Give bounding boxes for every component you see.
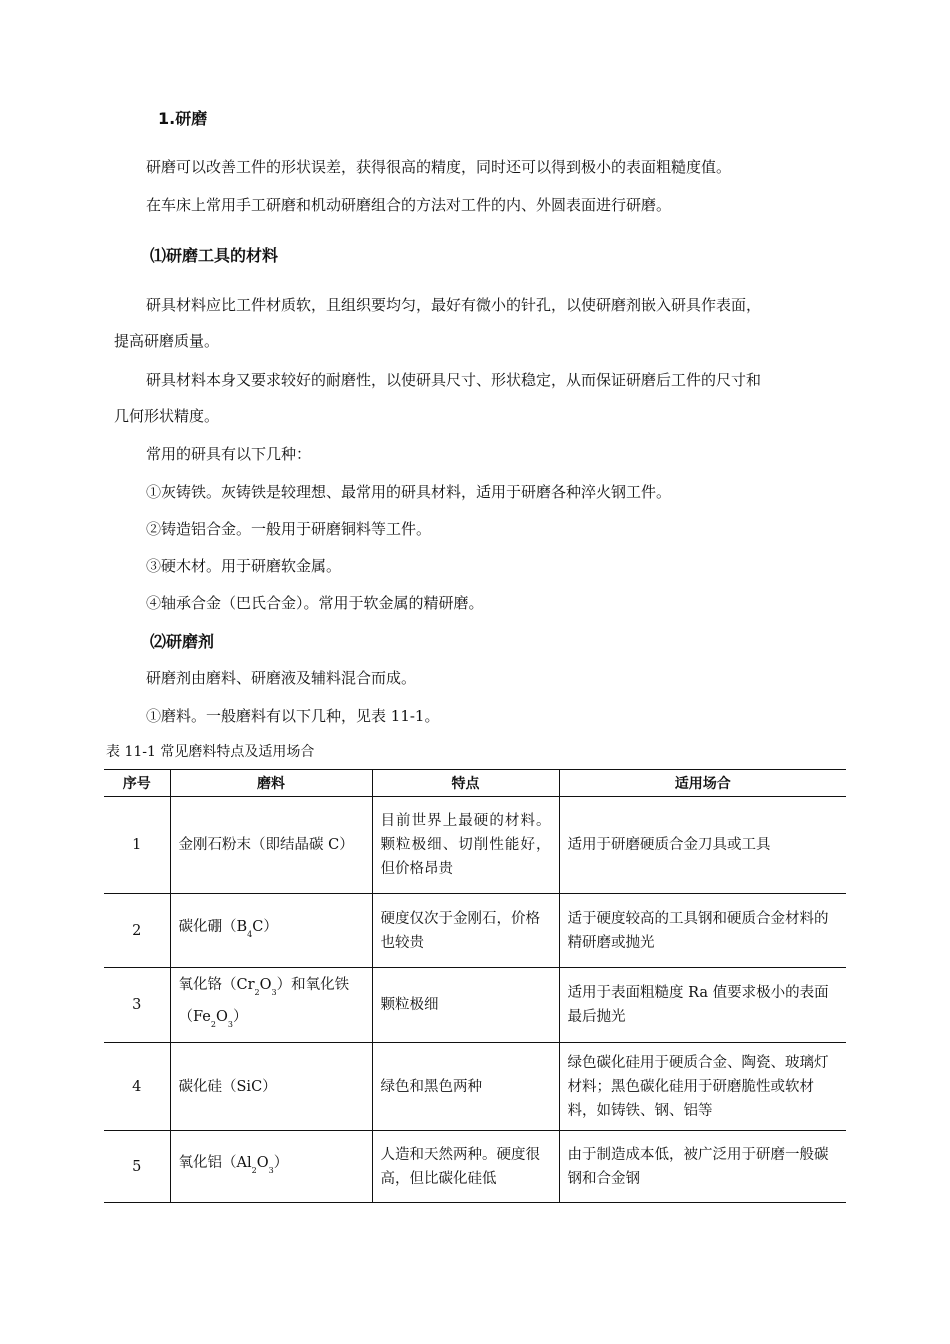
header-feature: 特点	[372, 770, 559, 797]
subscript: 3	[227, 1020, 233, 1029]
cell-use: 适于硬度较高的工具钢和硬质合金材料的精研磨或抛光	[559, 894, 846, 968]
subscript: 3	[271, 988, 277, 997]
list-item-tool-4: ④轴承合金（巴氏合金）。常用于软金属的精研磨。	[146, 594, 484, 612]
heading-tool-material: ⑴研磨工具的材料	[150, 246, 279, 265]
table-row	[104, 894, 846, 968]
cell-material: 碳化硅（SiC）	[170, 1043, 372, 1131]
paragraph-agent-2: ①磨料。一般磨料有以下几种，见表 11-1。	[146, 707, 440, 725]
paragraph-tool-1-line-1: 研具材料应比工件材质软，且组织要均匀，最好有微小的针孔，以使研磨剂嵌入研具作表面，	[146, 296, 762, 314]
subscript: 4	[247, 929, 253, 939]
cell-use: 适用于研磨硬质合金刀具或工具	[559, 797, 846, 894]
cell-no: 3	[104, 968, 170, 1043]
table-row	[104, 1043, 846, 1131]
list-item-tool-1: ①灰铸铁。灰铸铁是较理想、最常用的研具材料，适用于研磨各种淬火钢工件。	[146, 483, 672, 501]
cell-material: 氧化铝$(Al_2O_3)$	[170, 1131, 372, 1203]
cell-material: 碳化硼$(B_4C)$	[170, 894, 372, 968]
cell-no: 4	[104, 1043, 170, 1131]
cell-no: 1	[104, 797, 170, 894]
header-use: 适用场合	[559, 770, 846, 797]
cell-use: 适用于表面粗糙度 Ra 值要求极小的表面最后抛光	[559, 968, 846, 1043]
paragraph-tool-1-line-2: 提高研磨质量。	[114, 332, 220, 350]
cell-no: 5	[104, 1131, 170, 1203]
subscript: 2	[254, 988, 260, 997]
heading-grinding-agent: ⑵研磨剂	[150, 632, 215, 651]
table-row	[104, 1131, 846, 1203]
paragraph-tool-3: 常用的研具有以下几种：	[146, 445, 312, 463]
subscript: 3	[268, 1165, 274, 1175]
cell-feature: 硬度仅次于金刚石，价格也较贵	[372, 894, 559, 968]
list-item-tool-3: ③硬木材。用于研磨软金属。	[146, 557, 342, 575]
header-material: 磨料	[170, 770, 372, 797]
cell-no: 2	[104, 894, 170, 968]
subscript: 2	[251, 1165, 257, 1175]
paragraph-tool-2-line-1: 研具材料本身又要求较好的耐磨性，以使研具尺寸、形状稳定，从而保证研磨后工件的尺寸和	[146, 371, 762, 389]
table-row	[104, 797, 846, 894]
cell-use: 由于制造成本低，被广泛用于研磨一般碳钢和合金钢	[559, 1131, 846, 1203]
cell-feature: 人造和天然两种。硬度很高，但比碳化硅低	[372, 1131, 559, 1203]
cell-feature: 颗粒极细	[372, 968, 559, 1043]
heading-grinding: 1.研磨	[158, 109, 208, 128]
subscript: 2	[210, 1020, 216, 1029]
table-row	[104, 968, 846, 1043]
cell-material: 氧化铬$(Cr_2O_3)$和氧化铁$(Fe_2O_3)$	[170, 968, 372, 1043]
cell-feature: 目前世界上最硬的材料。颗粒极细、切削性能好，但价格昂贵	[372, 797, 559, 894]
header-no: 序号	[104, 770, 170, 797]
list-item-tool-2: ②铸造铝合金。一般用于研磨铜料等工件。	[146, 520, 432, 538]
paragraph-agent-1: 研磨剂由磨料、研磨液及辅料混合而成。	[146, 669, 417, 687]
cell-feature: 绿色和黑色两种	[372, 1043, 559, 1131]
paragraph-tool-2-line-2: 几何形状精度。	[114, 407, 220, 425]
paragraph-intro-1: 研磨可以改善工件的形状误差，获得很高的精度，同时还可以得到极小的表面粗糙度值。	[146, 158, 732, 176]
table-caption: 表 11-1 常见磨料特点及适用场合	[106, 744, 315, 760]
cell-material: 金刚石粉末（即结晶碳 C）	[170, 797, 372, 894]
abrasive-table	[104, 769, 846, 1203]
paragraph-intro-2: 在车床上常用手工研磨和机动研磨组合的方法对工件的内、外圆表面进行研磨。	[146, 196, 672, 214]
table-header-row	[104, 770, 846, 797]
cell-use: 绿色碳化硅用于硬质合金、陶瓷、玻璃灯材料；黑色碳化硅用于研磨脆性或软材料，如铸铁、钢、铝等	[559, 1043, 846, 1131]
